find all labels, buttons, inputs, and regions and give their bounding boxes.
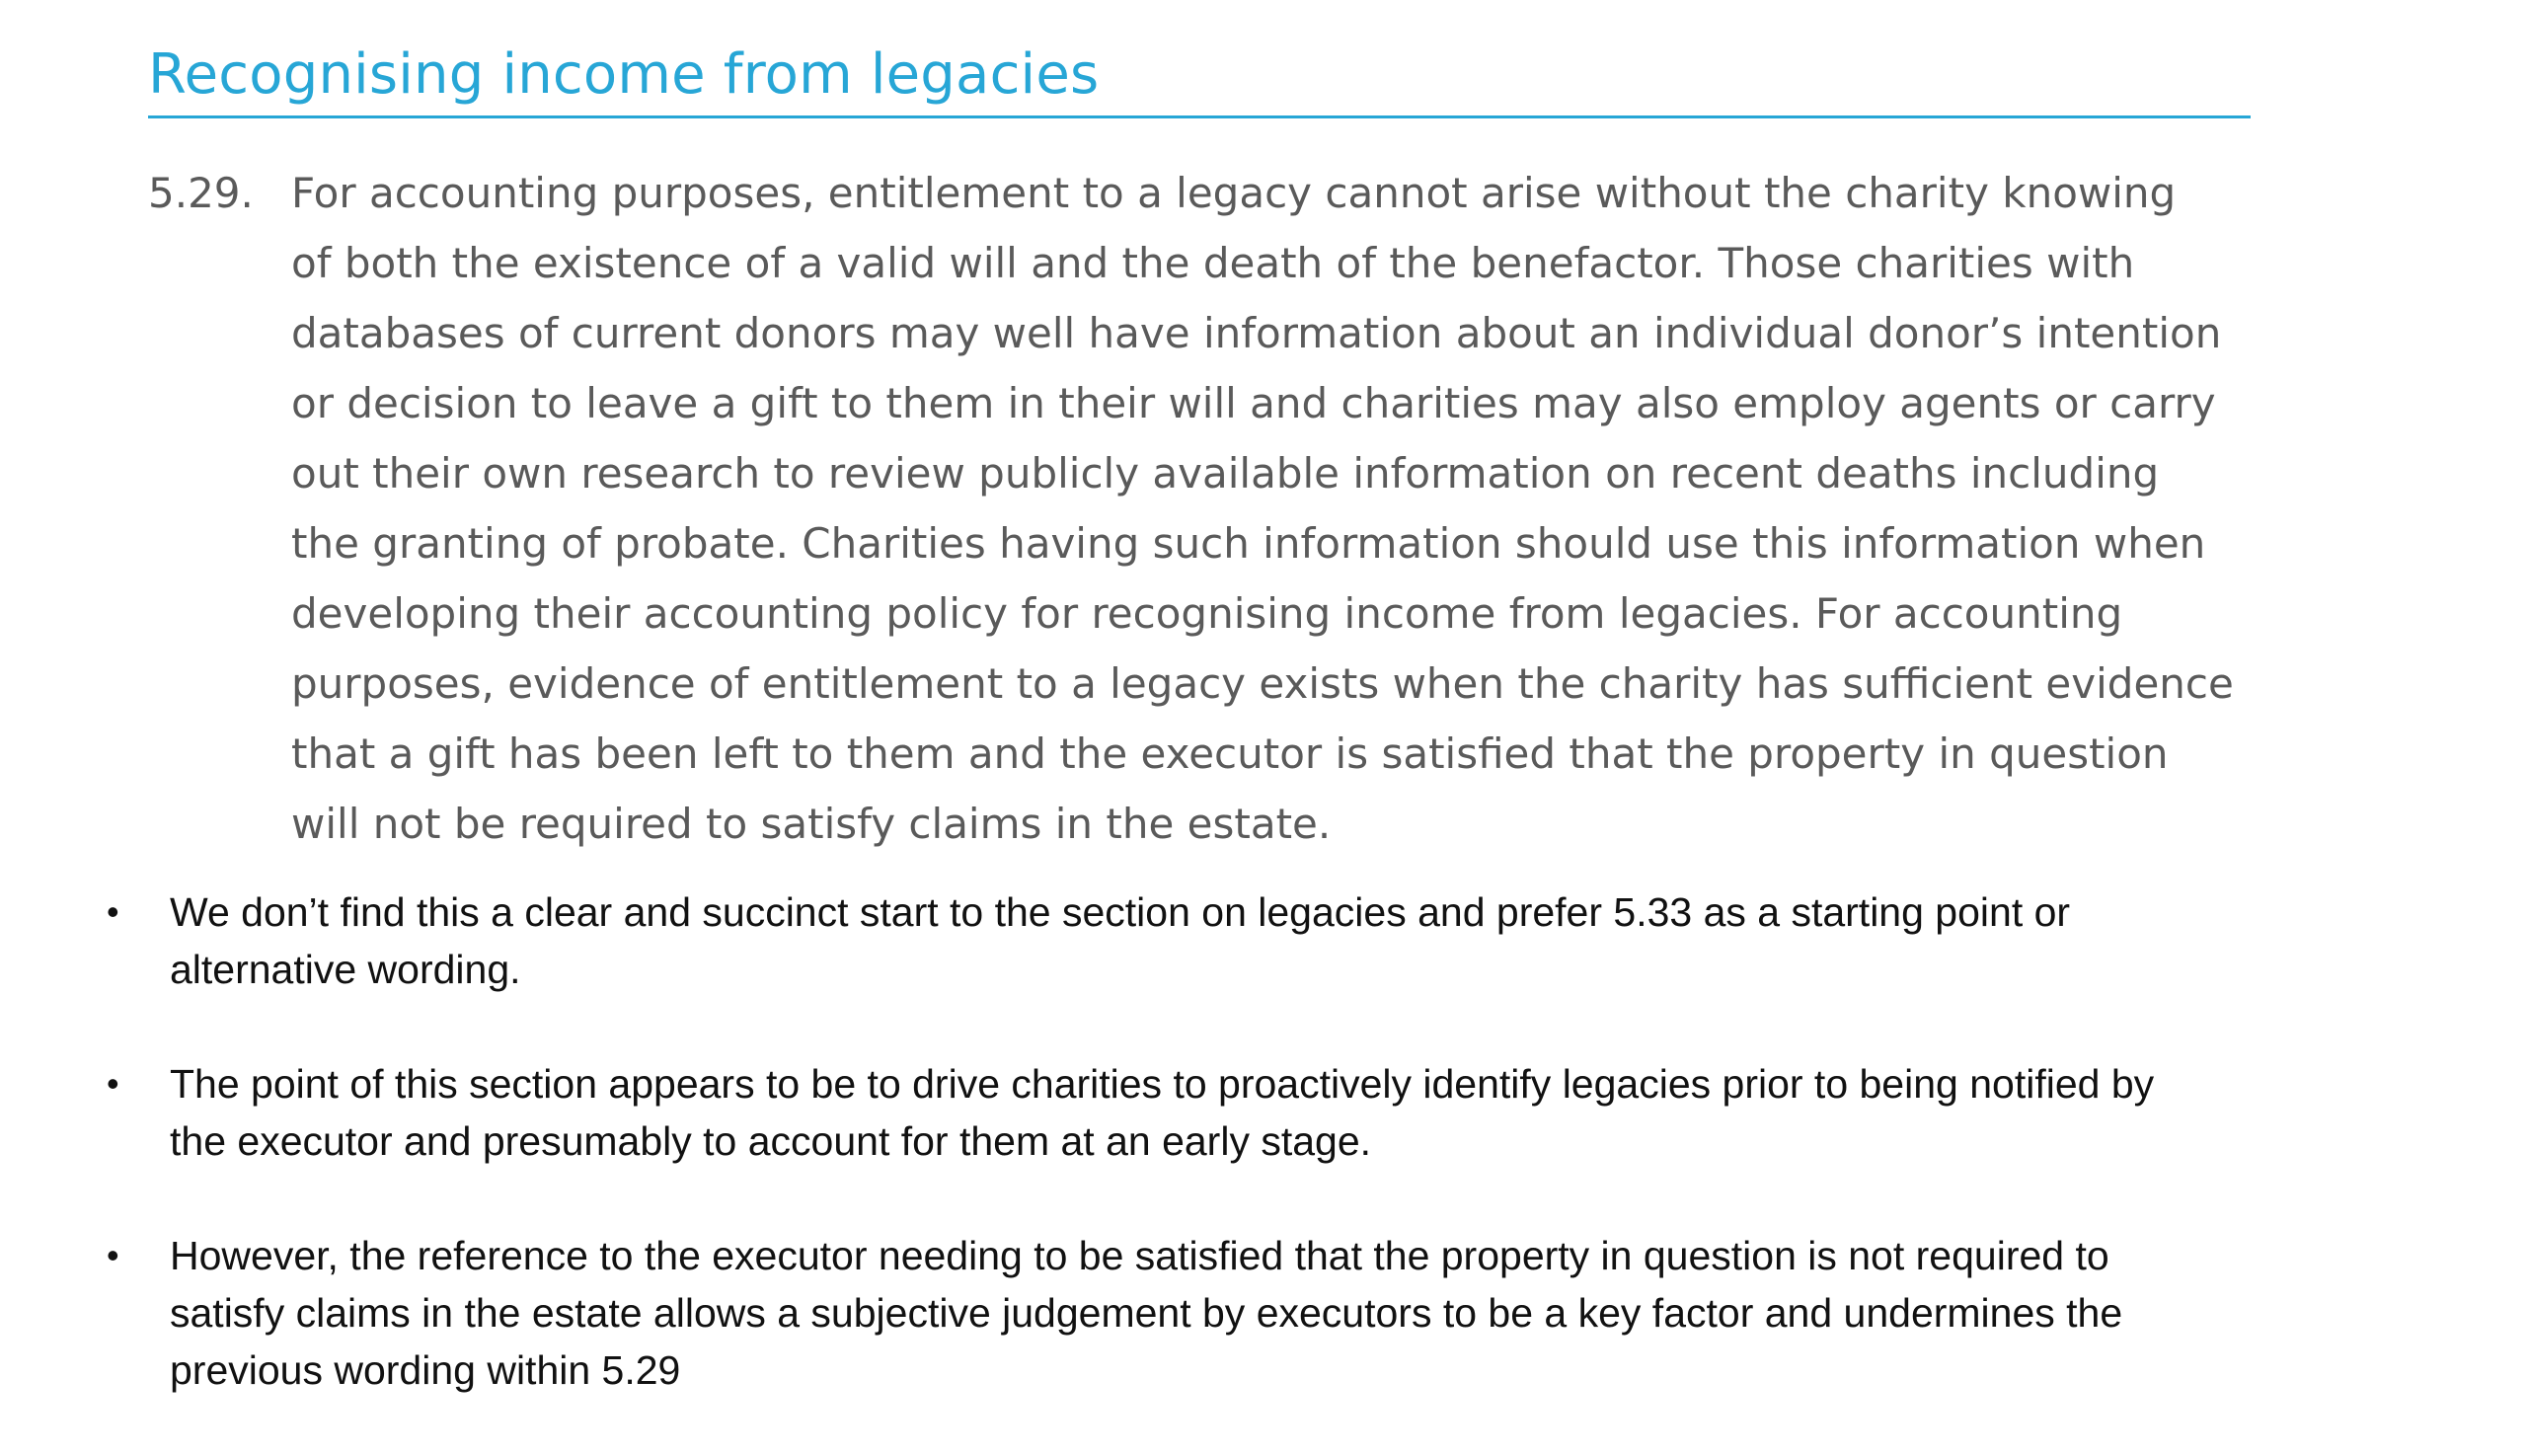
comment-line: satisfy claims in the estate allows a subjective judgement by executors to be a key factor and undermines the bbox=[170, 1290, 2123, 1336]
bullet-marker: • bbox=[107, 891, 119, 932]
comment-line: The point of this section appears to be to drive charities to proactively identify legacies prior to being notified by bbox=[170, 1061, 2155, 1107]
comment-item bbox=[107, 1227, 2505, 1399]
excerpt-line: For accounting purposes, entitlement to a legacy cannot arise without the charity knowing bbox=[291, 169, 2177, 217]
comment-item bbox=[107, 1055, 2505, 1170]
excerpt-line: or decision to leave a gift to them in their will and charities may also employ agents or carry bbox=[291, 379, 2216, 427]
heading-underline bbox=[148, 115, 2251, 118]
excerpt-line: of both the existence of a valid will and the death of the benefactor. Those charities with bbox=[291, 239, 2135, 287]
excerpt-line: purposes, evidence of entitlement to a legacy exists when the charity has sufficient evidence bbox=[291, 659, 2234, 708]
comment-line: We don’t find this a clear and succinct start to the section on legacies and prefer 5.33 as a starting point or bbox=[170, 889, 2071, 935]
excerpt-line: out their own research to review publicly available information on recent deaths including bbox=[291, 449, 2160, 498]
excerpt-line: databases of current donors may well have information about an individual donor’s intention bbox=[291, 309, 2222, 357]
comment-list bbox=[107, 883, 2505, 1456]
comment-line: the executor and presumably to account for them at an early stage. bbox=[170, 1118, 1372, 1164]
section-heading: Recognising income from legacies bbox=[148, 42, 1100, 107]
comment-line: alternative wording. bbox=[170, 947, 521, 992]
bullet-marker: • bbox=[107, 1063, 119, 1104]
excerpt-line: the granting of probate. Charities having such information should use this information when bbox=[291, 519, 2206, 568]
excerpt-line: developing their accounting policy for recognising income from legacies. For accounting bbox=[291, 589, 2123, 638]
excerpt-line: will not be required to satisfy claims in the estate. bbox=[291, 800, 1332, 848]
paragraph-number: 5.29. bbox=[148, 169, 254, 217]
excerpt-line: that a gift has been left to them and the executor is satisfied that the property in question bbox=[291, 729, 2169, 778]
excerpt-paragraph bbox=[291, 158, 2265, 859]
comment-item bbox=[107, 883, 2505, 998]
bullet-marker: • bbox=[107, 1235, 119, 1275]
comment-line: However, the reference to the executor needing to be satisfied that the property in question is not required to bbox=[170, 1233, 2109, 1278]
comment-line: previous wording within 5.29 bbox=[170, 1347, 681, 1393]
